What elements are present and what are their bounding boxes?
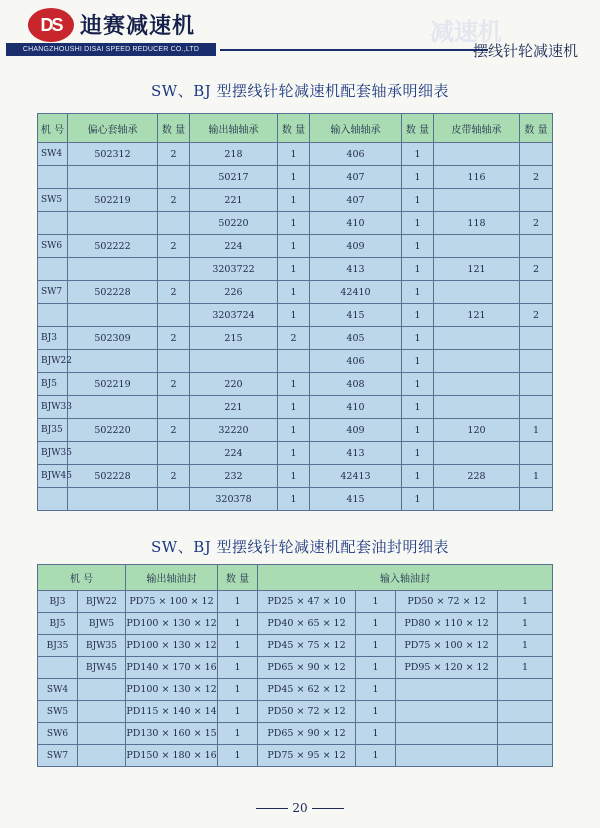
table-row xyxy=(38,189,553,212)
table-cell xyxy=(278,350,310,373)
model-cell xyxy=(78,679,126,701)
table-cell: 228 xyxy=(434,465,520,488)
model-cell: SW5 xyxy=(38,189,68,212)
model-cell: BJ5 xyxy=(38,613,78,635)
table-cell: 2 xyxy=(520,166,553,189)
model-cell: SW6 xyxy=(38,723,78,745)
table-cell: 1 xyxy=(278,212,310,235)
table-cell xyxy=(434,488,520,511)
table-cell: 502219 xyxy=(68,189,158,212)
model-cell: BJ5 xyxy=(38,373,68,396)
table-cell: 121 xyxy=(434,304,520,327)
model-cell: SW4 xyxy=(38,679,78,701)
table-row xyxy=(38,657,553,679)
table-row xyxy=(38,419,553,442)
table-cell: 1 xyxy=(278,419,310,442)
table-cell xyxy=(68,212,158,235)
bearing-table-body xyxy=(38,143,553,511)
model-cell: SW7 xyxy=(38,745,78,767)
table-cell: 1 xyxy=(356,613,396,635)
table-cell xyxy=(434,442,520,465)
table-cell: 220 xyxy=(190,373,278,396)
table-cell: 50217 xyxy=(190,166,278,189)
table-cell xyxy=(520,143,553,166)
table-cell xyxy=(520,350,553,373)
table-cell: 1 xyxy=(218,591,258,613)
table-cell xyxy=(158,442,190,465)
table-cell: 121 xyxy=(434,258,520,281)
model-cell: BJW22 xyxy=(78,591,126,613)
table-cell xyxy=(434,235,520,258)
table-cell: 415 xyxy=(310,488,402,511)
model-cell: SW7 xyxy=(38,281,68,304)
model-cell xyxy=(78,701,126,723)
page-header xyxy=(0,0,600,62)
brand-english-name: CHANGZHOUSHI DISAI SPEED REDUCER CO.,LTD xyxy=(6,43,216,56)
table-cell: 407 xyxy=(310,166,402,189)
table-cell: PD115 × 140 × 14 xyxy=(126,701,218,723)
table-cell: 1 xyxy=(356,635,396,657)
table-cell: 221 xyxy=(190,189,278,212)
table-cell xyxy=(158,488,190,511)
table-cell xyxy=(158,304,190,327)
table-cell: 1 xyxy=(356,745,396,767)
table-cell xyxy=(520,189,553,212)
table-cell: 410 xyxy=(310,212,402,235)
table-cell: 413 xyxy=(310,442,402,465)
table-row xyxy=(38,465,553,488)
table-cell xyxy=(520,442,553,465)
table-row xyxy=(38,350,553,373)
brand-name: 迪赛减速机 xyxy=(80,14,196,39)
model-cell xyxy=(78,723,126,745)
table-cell: PD100 × 130 × 12 xyxy=(126,613,218,635)
table-cell: 1 xyxy=(278,143,310,166)
table-cell: 2 xyxy=(158,465,190,488)
table-cell: 415 xyxy=(310,304,402,327)
company-logo: DS xyxy=(28,8,74,42)
table-cell xyxy=(520,327,553,350)
model-cell: BJ35 xyxy=(38,635,78,657)
table-cell: 2 xyxy=(520,212,553,235)
table-cell xyxy=(396,679,498,701)
table-cell xyxy=(520,396,553,419)
bearing-header-cell: 皮带轴轴承 xyxy=(434,114,520,143)
table-cell: 2 xyxy=(520,304,553,327)
table-cell: 1 xyxy=(278,235,310,258)
table-cell: 1 xyxy=(402,419,434,442)
table-cell: 1 xyxy=(278,396,310,419)
model-cell: BJW35 xyxy=(38,442,68,465)
bearing-header-cell: 数 量 xyxy=(278,114,310,143)
bearing-table xyxy=(37,113,553,511)
table-cell xyxy=(434,281,520,304)
table-cell: 1 xyxy=(498,635,553,657)
table-row xyxy=(38,166,553,189)
table-row xyxy=(38,258,553,281)
table-cell: 1 xyxy=(278,258,310,281)
table-cell: PD75 × 95 × 12 xyxy=(258,745,356,767)
page-number-rule-left xyxy=(256,808,288,809)
table-row xyxy=(38,327,553,350)
model-cell: BJW22 xyxy=(38,350,68,373)
table-cell: 1 xyxy=(402,373,434,396)
table-cell: 215 xyxy=(190,327,278,350)
table-cell: 409 xyxy=(310,419,402,442)
table-cell: 224 xyxy=(190,235,278,258)
table-cell: 1 xyxy=(356,657,396,679)
table-cell: 502312 xyxy=(68,143,158,166)
table-cell: 3203724 xyxy=(190,304,278,327)
table-cell xyxy=(158,396,190,419)
table-cell: 1 xyxy=(498,657,553,679)
table-cell: 1 xyxy=(402,442,434,465)
table-cell: PD45 × 75 × 12 xyxy=(258,635,356,657)
table-cell: PD150 × 180 × 16 xyxy=(126,745,218,767)
table-cell: 1 xyxy=(402,235,434,258)
table-cell: 1 xyxy=(218,613,258,635)
table-cell: PD65 × 90 × 12 xyxy=(258,657,356,679)
table-cell: 408 xyxy=(310,373,402,396)
table-cell: 1 xyxy=(218,745,258,767)
table-cell: 1 xyxy=(278,373,310,396)
table-cell: 320378 xyxy=(190,488,278,511)
table-cell: 1 xyxy=(278,281,310,304)
model-cell: BJ3 xyxy=(38,327,68,350)
table-cell: 1 xyxy=(356,591,396,613)
table-row xyxy=(38,396,553,419)
table-cell: 2 xyxy=(158,143,190,166)
model-cell xyxy=(38,166,68,189)
table-cell: 1 xyxy=(278,189,310,212)
table-cell: 1 xyxy=(278,465,310,488)
table-cell: 1 xyxy=(498,591,553,613)
seal-header-cell: 机 号 xyxy=(38,565,126,591)
table-cell: 1 xyxy=(278,442,310,465)
table-cell: PD65 × 90 × 12 xyxy=(258,723,356,745)
table-cell xyxy=(434,327,520,350)
table-cell: PD75 × 100 × 12 xyxy=(396,635,498,657)
seal-table-body xyxy=(38,591,553,767)
model-cell: SW4 xyxy=(38,143,68,166)
page-number-value: 20 xyxy=(292,801,308,815)
seal-header-cell: 输出轴油封 xyxy=(126,565,218,591)
table-cell: 42413 xyxy=(310,465,402,488)
table-row xyxy=(38,235,553,258)
table-cell xyxy=(68,166,158,189)
table-cell: 232 xyxy=(190,465,278,488)
model-cell xyxy=(38,488,68,511)
table-cell: 502220 xyxy=(68,419,158,442)
table-cell xyxy=(68,350,158,373)
table-cell xyxy=(520,235,553,258)
table-cell: 1 xyxy=(402,488,434,511)
table-cell: 2 xyxy=(278,327,310,350)
table-cell xyxy=(158,166,190,189)
table-row xyxy=(38,679,553,701)
table-cell xyxy=(158,258,190,281)
table-row xyxy=(38,723,553,745)
bearing-header-cell: 数 量 xyxy=(158,114,190,143)
table-cell: 42410 xyxy=(310,281,402,304)
table-cell: PD100 × 130 × 12 xyxy=(126,679,218,701)
table-cell: PD75 × 100 × 12 xyxy=(126,591,218,613)
table-cell xyxy=(396,723,498,745)
table-cell: 1 xyxy=(356,679,396,701)
table-cell: PD25 × 47 × 10 xyxy=(258,591,356,613)
table-cell: 410 xyxy=(310,396,402,419)
table-cell: 1 xyxy=(402,465,434,488)
table-cell: 1 xyxy=(402,143,434,166)
table-cell: 1 xyxy=(278,304,310,327)
model-cell xyxy=(78,745,126,767)
table-cell: 1 xyxy=(402,166,434,189)
bearing-header-cell: 机 号 xyxy=(38,114,68,143)
table-cell: 2 xyxy=(158,327,190,350)
table-cell: 409 xyxy=(310,235,402,258)
table-cell: 118 xyxy=(434,212,520,235)
model-cell xyxy=(38,212,68,235)
seal-table-header xyxy=(38,565,553,591)
model-cell: BJW45 xyxy=(78,657,126,679)
table-cell: 1 xyxy=(520,419,553,442)
table-cell xyxy=(68,488,158,511)
table-cell: PD50 × 72 × 12 xyxy=(396,591,498,613)
table-cell: 1 xyxy=(278,488,310,511)
table-cell: 1 xyxy=(218,723,258,745)
table-cell: 1 xyxy=(356,701,396,723)
table-cell: 1 xyxy=(402,212,434,235)
bearing-table-header xyxy=(38,114,553,143)
table-cell: 413 xyxy=(310,258,402,281)
table-row xyxy=(38,613,553,635)
seal-header-cell: 数 量 xyxy=(218,565,258,591)
table-cell: 2 xyxy=(158,373,190,396)
table-cell: 1 xyxy=(278,166,310,189)
bearing-header-cell: 输入轴轴承 xyxy=(310,114,402,143)
bearing-header-cell: 数 量 xyxy=(520,114,553,143)
table-cell: PD100 × 130 × 12 xyxy=(126,635,218,657)
table-row xyxy=(38,488,553,511)
table-cell: 2 xyxy=(158,235,190,258)
table-cell xyxy=(520,373,553,396)
table-cell: 3203722 xyxy=(190,258,278,281)
table-cell xyxy=(68,442,158,465)
table-cell: 407 xyxy=(310,189,402,212)
bearing-header-cell: 输出轴轴承 xyxy=(190,114,278,143)
table-cell: PD40 × 65 × 12 xyxy=(258,613,356,635)
table-cell: 1 xyxy=(402,258,434,281)
model-cell: BJW35 xyxy=(78,635,126,657)
table-cell: 1 xyxy=(218,635,258,657)
model-cell: BJ3 xyxy=(38,591,78,613)
table-cell: 1 xyxy=(402,350,434,373)
header-rule xyxy=(220,49,488,51)
table-cell: PD140 × 170 × 16 xyxy=(126,657,218,679)
table-cell xyxy=(498,701,553,723)
table-cell: 406 xyxy=(310,350,402,373)
table-cell xyxy=(434,189,520,212)
table-cell: 226 xyxy=(190,281,278,304)
table-cell xyxy=(434,143,520,166)
table-cell: 1 xyxy=(498,613,553,635)
table-cell: PD45 × 62 × 12 xyxy=(258,679,356,701)
table-cell: 502219 xyxy=(68,373,158,396)
table-cell: 221 xyxy=(190,396,278,419)
table-row xyxy=(38,373,553,396)
table-row xyxy=(38,745,553,767)
table-cell: 218 xyxy=(190,143,278,166)
table-cell xyxy=(396,745,498,767)
page-number-rule-right xyxy=(312,808,344,809)
table-cell: 120 xyxy=(434,419,520,442)
seal-table xyxy=(37,564,553,767)
seal-table-title: SW、BJ 型摆线针轮减速机配套油封明细表 xyxy=(151,538,449,556)
model-cell: SW6 xyxy=(38,235,68,258)
table-row xyxy=(38,143,553,166)
table-cell: 1 xyxy=(402,327,434,350)
table-cell: 1 xyxy=(520,465,553,488)
table-cell xyxy=(498,723,553,745)
table-row xyxy=(38,635,553,657)
table-cell: 1 xyxy=(402,304,434,327)
page-number xyxy=(0,801,600,815)
model-cell: BJ35 xyxy=(38,419,68,442)
table-cell: 2 xyxy=(158,281,190,304)
table-cell: 2 xyxy=(520,258,553,281)
table-row xyxy=(38,442,553,465)
model-cell: BJW33 xyxy=(38,396,68,419)
header-watermark: 减速机 xyxy=(430,18,502,46)
table-row xyxy=(38,304,553,327)
table-cell: PD50 × 72 × 12 xyxy=(258,701,356,723)
table-cell: 1 xyxy=(402,189,434,212)
table-cell xyxy=(68,304,158,327)
table-row xyxy=(38,281,553,304)
table-row xyxy=(38,701,553,723)
model-cell: SW5 xyxy=(38,701,78,723)
table-cell xyxy=(498,679,553,701)
table-cell: 1 xyxy=(218,701,258,723)
table-cell xyxy=(498,745,553,767)
table-cell: 502222 xyxy=(68,235,158,258)
table-cell xyxy=(68,396,158,419)
section-title: 摆线针轮减速机 xyxy=(472,42,578,60)
table-cell: PD130 × 160 × 15 xyxy=(126,723,218,745)
table-cell xyxy=(190,350,278,373)
seal-header-cell: 输入轴油封 xyxy=(258,565,553,591)
table-cell xyxy=(68,258,158,281)
table-cell: 224 xyxy=(190,442,278,465)
table-cell: 502228 xyxy=(68,465,158,488)
table-cell: 50220 xyxy=(190,212,278,235)
model-cell xyxy=(38,657,78,679)
table-cell: 406 xyxy=(310,143,402,166)
bearing-header-cell: 数 量 xyxy=(402,114,434,143)
table-row xyxy=(38,591,553,613)
table-cell: PD80 × 110 × 12 xyxy=(396,613,498,635)
table-cell xyxy=(434,350,520,373)
table-cell xyxy=(396,701,498,723)
model-cell xyxy=(38,258,68,281)
table-cell xyxy=(520,488,553,511)
table-row xyxy=(38,212,553,235)
table-cell: 1 xyxy=(402,281,434,304)
bearing-table-title: SW、BJ 型摆线针轮减速机配套轴承明细表 xyxy=(151,82,449,100)
table-cell: 502309 xyxy=(68,327,158,350)
table-cell: 2 xyxy=(158,419,190,442)
table-cell: 1 xyxy=(356,723,396,745)
table-cell: 502228 xyxy=(68,281,158,304)
table-cell: 116 xyxy=(434,166,520,189)
table-cell xyxy=(434,396,520,419)
table-cell xyxy=(520,281,553,304)
model-cell: BJW45 xyxy=(38,465,68,488)
bearing-header-cell: 偏心套轴承 xyxy=(68,114,158,143)
table-cell: PD95 × 120 × 12 xyxy=(396,657,498,679)
table-cell: 1 xyxy=(218,679,258,701)
table-cell: 405 xyxy=(310,327,402,350)
table-cell: 1 xyxy=(402,396,434,419)
model-cell: BJW5 xyxy=(78,613,126,635)
table-cell: 2 xyxy=(158,189,190,212)
table-cell xyxy=(434,373,520,396)
table-cell xyxy=(158,212,190,235)
table-cell xyxy=(158,350,190,373)
model-cell xyxy=(38,304,68,327)
table-cell: 1 xyxy=(218,657,258,679)
table-cell: 32220 xyxy=(190,419,278,442)
